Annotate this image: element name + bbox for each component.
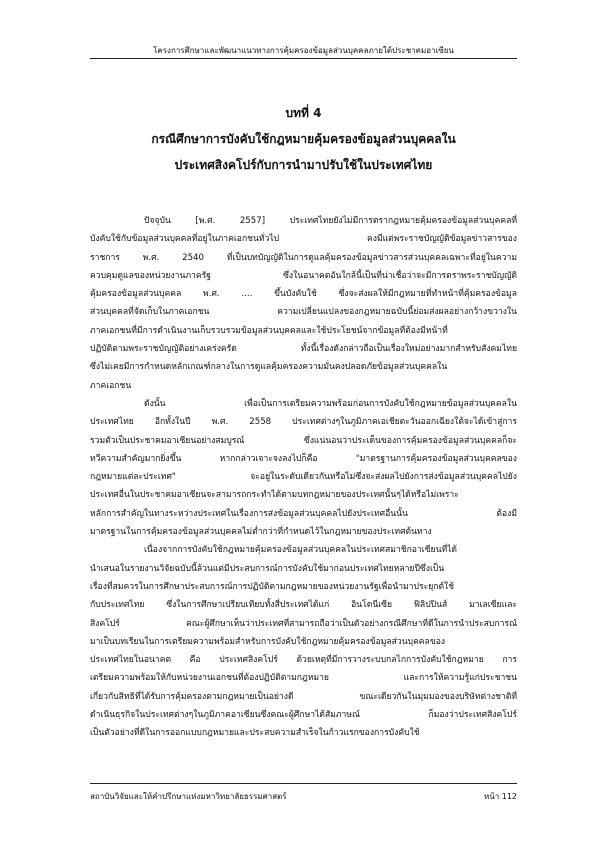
text-line: มาเป็นบทเรียนในการเตรียมความพร้อมสำหรับการบังคับใช้กฎหมายคุ้มครองข้อมูลส่วนบุคคลของ [90,636,446,647]
text-line: เป็นตัวอย่างที่ดีในการออกแบบกฎหมายและประสบความสำเร็จในก้าวแรกของการบังคับใช้ [90,728,420,739]
text-line: ปฏิบัติตามพระราชบัญญัติอย่างเคร่งครัด ทั้งนี้เรื่องดังกล่าวถือเป็นเรื่องใหม่อย่างมากสำหรับสังคมไทย [90,344,517,355]
text-line: ส่วนบุคคลที่จัดเก็บในภาคเอกชน ความเปลี่ยนแปลงของกฎหมายฉบับนี้ย่อมส่งผลอย่างกว้างขวางใน [90,307,517,318]
page-number: หน้า 112 [483,792,517,801]
paragraph-3 [90,541,517,742]
text-line: มาตรฐานในการคุ้มครองข้อมูลส่วนบุคคลไม่ต่ำกว่าที่กำหนดไว้ในกฎหมายของประเทศต้นทาง [90,527,432,538]
text-line: ควบคุมดูแลของหน่วยงานภาครัฐ ซึ่งในอนาคตอันใกล้นี้เป็นที่น่าเชื่อว่าจะมีการตราพระราชบัญญัติ [90,270,517,281]
text-line: เกี่ยวกับสิทธิที่ได้รับการคุ้มครองตามกฎหมายเป็นอย่างดี ขณะเดียวกันในมุมมองของบริษัทต่างชาติที่ [90,691,517,702]
text-line: นำเสนอในรายงานวิจัยฉบับนี้ล้วนแต่มีประสบการณ์การบังคับใช้มาก่อนประเทศไทยหลายปีซึ่งเป็น [90,563,445,574]
text-line: ประเทศไทย อีกทั้งในปี พ.ศ. 2558 ประเทศต่างๆในภูมิภาคเอเชียตะวันออกเฉียงใต้จะได้เข้าสู่การ [90,417,517,428]
text-line: เนื่องจากการบังคับใช้กฎหมายคุ้มครองข้อมูลส่วนบุคคลในประเทศสมาชิกอาเซียนที่ได้ [144,545,458,556]
text-line: เตรียมความพร้อมให้กับหน่วยงานเอกชนที่ต้องปฏิบัติตามกฎหมาย และการให้ความรู้แก่ประชาชน [90,673,517,684]
text-line: ภาคเอกชนที่มีการดำเนินงานเก็บรวบรวมข้อมูลส่วนบุคคลและใช้ประโยชน์จากข้อมูลที่ต้องมีหน้าที่ [90,325,448,336]
text-line: ซึ่งไม่เคยมีการกำหนดหลักเกณฑ์กลางในการดูแลคุ้มครองความมั่นคงปลอดภัยข้อมูลส่วนบุคคลใน [90,362,448,373]
text-line: เรื่องที่สมควรในการศึกษาประสบการณ์การปฏิบัติตามกฎหมายของหน่วยงานรัฐเพื่อนำมาประยุกต์ใช้ [90,581,455,592]
text-line: กับประเทศไทย ซึ่งในการศึกษาเปรียบเทียบทั้งสี่ประเทศได้แก่ อินโดนีเซีย ฟิลิปปินส์ มาเลเซียและ [90,600,517,611]
running-header: โครงการศึกษาและพัฒนาแนวทางการคุ้มครองข้อมูลส่วนบุคคลภายใต้ประชาคมอาเซียน [153,46,454,55]
text-line: ประเทศไทยในอนาคต คือ ประเทศสิงคโปร์ ด้วยเหตุที่มีการวางระบบกลไกการบังคับใช้กฎหมาย การ [90,655,517,666]
header-divider [90,58,517,59]
text-line: ดำเนินธุรกิจในประเทศต่างๆในภูมิภาคอาเซียนซึ่งคณะผู้ศึกษาได้สัมภาษณ์ ก็มองว่าประเทศสิงคโปร์ [90,710,517,721]
text-line: ราชการ พ.ศ. 2540 ที่เป็นบทบัญญัติในการดูแลคุ้มครองข้อมูลข่าวสารส่วนบุคคลเฉพาะที่อยู่ในความ [90,252,517,263]
chapter-title-line-2: ประเทศสิงคโปร์กับการนำมาปรับใช้ในประเทศไทย [174,158,433,172]
paragraph-1 [90,212,517,395]
footer-institution: สถาบันวิจัยและให้คำปรึกษาแห่งมหาวิทยาลัยธรรมศาสตร์ [90,792,287,801]
text-line: คุ้มครองข้อมูลส่วนบุคคล พ.ศ. .... ขึ้นบังคับใช้ ซึ่งจะส่งผลให้มีกฎหมายที่ทำหน้าที่คุ้มครองข้อมูล [90,289,517,300]
text-line: บังคับใช้กับข้อมูลส่วนบุคคลที่อยู่ในภาคเอกชนทั่วไป คงมีแต่พระราชบัญญัติข้อมูลข่าวสารของ [90,234,517,245]
text-line: ประเทศอื่นในประชาคมอาเซียนจะสามารถกระทำได้ตามบทกฎหมายของประเทศนั้นๆได้หรือไม่เพราะ [90,490,459,501]
footer-divider [90,783,517,784]
text-line: สิงคโปร์ คณะผู้ศึกษาเห็นว่าประเทศที่สามารถถือว่าเป็นตัวอย่างกรณีศึกษาที่ดีในการนำประสบการณ์ [90,618,517,629]
text-line: หลักการสำคัญในทางระหว่างประเทศในเรื่องการส่งข้อมูลส่วนบุคคลไปยังประเทศอื่นนั้น ต้องมี [90,508,517,519]
text-line: ภาคเอกชน [90,380,132,391]
text-line: รวมตัวเป็นประชาคมอาเซียนอย่างสมบูรณ์ ซึ่งแน่นอนว่าประเด็นของการคุ้มครองข้อมูลส่วนบุคคลก็จะ [90,435,517,446]
body-text [90,212,517,743]
chapter-title-line-1: กรณีศึกษาการบังคับใช้กฎหมายคุ้มครองข้อมูลส่วนบุคคลใน [151,132,456,146]
paragraph-2 [90,395,517,541]
text-line: ดังนั้น เพื่อเป็นการเตรียมความพร้อมก่อนการบังคับใช้กฎหมายข้อมูลส่วนบุคคลใน [144,398,517,409]
text-line: ปัจจุบัน [พ.ศ. 2557] ประเทศไทยยังไม่มีการตรากฎหมายคุ้มครองข้อมูลส่วนบุคคลที่ [144,216,517,226]
text-line: ทวีความสำคัญมากยิ่งขึ้น หากกล่าวเจาะจงลงไปก็คือ "มาตรฐานการคุ้มครองข้อมูลส่วนบุคคลของ [90,453,517,464]
chapter-heading: บทที่ 4 [285,106,322,120]
text-line: กฎหมายแต่ละประเทศ" จะอยู่ในระดับเดียวกันหรือไม่ซึ่งจะส่งผลไปยังการส่งข้อมูลส่วนบุคคลไปยัง [90,472,517,483]
